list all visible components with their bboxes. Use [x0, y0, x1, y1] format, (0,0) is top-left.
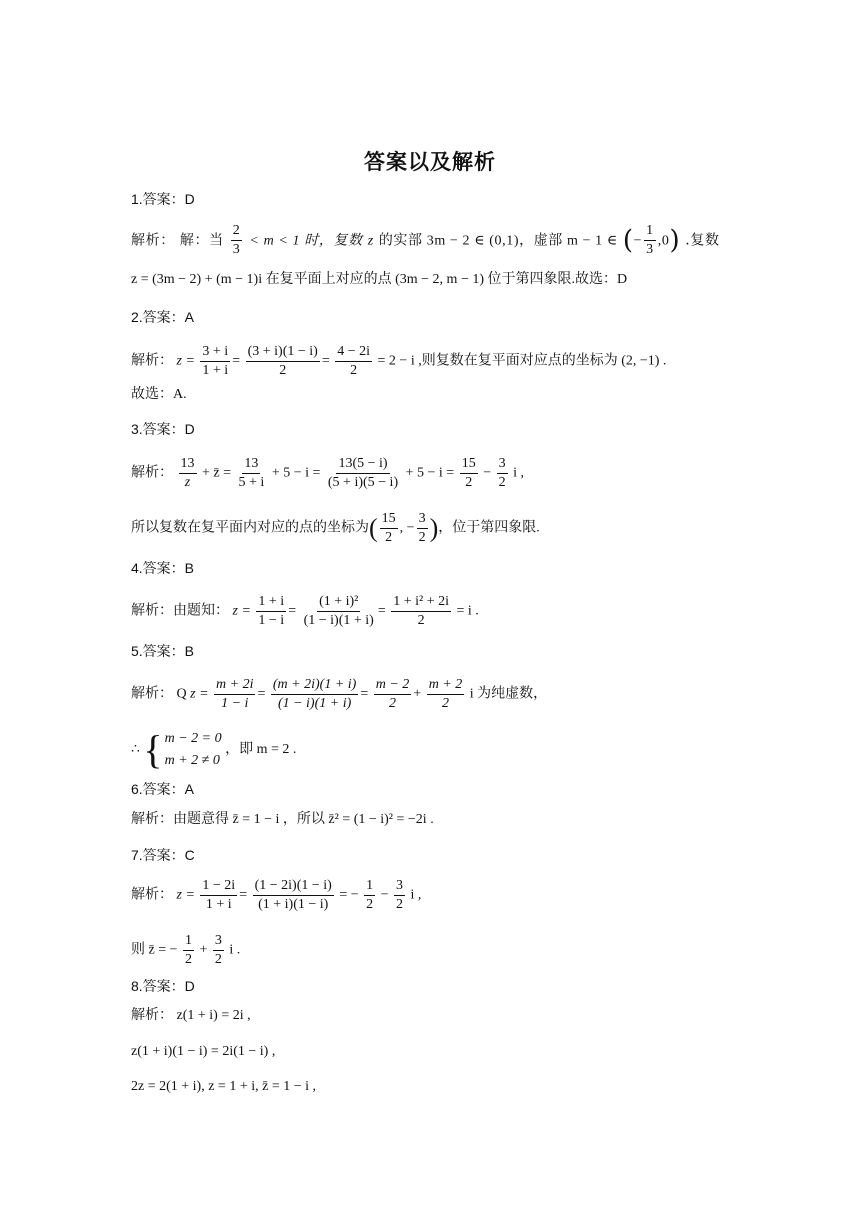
q3-text-3: + 5 − i =	[405, 465, 455, 481]
q7-explanation-line2	[131, 932, 240, 969]
q5-row-2: m + 2 ≠ 0	[164, 753, 220, 768]
q3-explanation-line1	[131, 455, 524, 492]
q2-label: 解析：	[131, 353, 173, 369]
q1-neg-sign: −	[633, 233, 643, 249]
q3-line2-text-a: 所以复数在复平面内对应的点的坐标为	[131, 520, 369, 536]
q5-row-1: m − 2 = 0	[164, 731, 222, 746]
answer-3: 3.答案：D	[131, 421, 195, 437]
q5-fraction-1: $\frac{m + 2i}{1 - i}$	[216, 677, 254, 711]
q2-explanation-line1: 解析： z = $\frac{3 + i}{1 + i}$ = $\frac{(3 + i)(1 - i)}{2}$ = $\frac{4 - 2i}{2}$ = 2 − i ,则复数在复平面对应点的坐标为 (2, −1) .	[131, 344, 667, 378]
q5-fraction-2: $\frac{(m + 2i)(1 + i)}{(1 - i)(1 + i)}$	[272, 677, 357, 711]
q7-text-3: i ,	[410, 887, 422, 903]
q7-fraction-1: $\frac{1 - 2i}{1 + i}$	[202, 878, 236, 912]
q4-fraction-2: $\frac{\text{(1 + i)²}}{(1 - i)(1 + i)}$	[303, 594, 374, 628]
q3-explanation-line2	[131, 510, 540, 547]
q1-text-c: 的实部 3m − 2 ∈ (0,1)，虚部 m − 1 ∈	[378, 233, 618, 249]
q7-fraction-4: $\frac{3}{2}$	[396, 878, 404, 912]
q3-fraction-1: $\frac{13}{z}$	[180, 456, 195, 490]
q7-text-1: = −	[339, 887, 359, 903]
q4-fraction-1: $\frac{1 + i}{1 - i}$	[258, 594, 285, 628]
q7-fraction-2: $\frac{(1 - 2i)(1 - i)}{(1 + i)(1 - i)}$	[254, 878, 332, 912]
q3-right-paren: )	[429, 513, 439, 543]
q3-text-4: −	[483, 465, 492, 481]
q4-tail: = i .	[456, 603, 479, 619]
q7-conj-fraction-1: $\frac{1}{2}$	[185, 933, 193, 967]
q5-tail: i 为纯虚数，	[469, 686, 548, 702]
q1-text-b: < m < 1 时，复数	[249, 233, 363, 249]
q3-fraction-4: $\frac{15}{2}$	[461, 456, 476, 490]
answer-2: 2.答案：A	[131, 309, 195, 325]
q5-brace: {	[143, 727, 163, 772]
q1-text-e: .复数	[685, 232, 720, 249]
q1-explanation-line2: z = (3m − 2) + (m − 1)i 在复平面上对应的点 (3m − 2, m − 1) 位于第四象限.故选：D	[131, 272, 628, 287]
q4-label: 解析：由题知：	[131, 603, 229, 619]
q3-point-sep: , −	[399, 520, 415, 536]
q3-point-x: $\frac{15}{2}$	[381, 511, 396, 545]
q4-fraction-3: $\frac{\text{1 + i² + 2i}}{2}$	[393, 594, 450, 628]
page-title: 答案以及解析	[364, 150, 496, 174]
q5-q-symbol: Q	[176, 686, 187, 702]
q7-label: 解析：	[131, 887, 173, 903]
q7-explanation-line1: 解析： z = $\frac{1 - 2i}{1 + i}$ = $\frac{(1 - 2i)(1 - i)}{(1 + i)(1 - i)}$ = − $\frac{1}{2}$ − $\frac{3}{2}$ i ,	[131, 878, 422, 912]
q3-line2-text-b: ，位于第四象限.	[438, 520, 540, 536]
q5-tail2: ，即 m = 2 .	[225, 742, 297, 758]
q2-fraction-3: $\frac{4 - 2i}{2}$	[337, 344, 371, 378]
answer-8: 8.答案：D	[131, 978, 195, 994]
q3-fraction-2: $\frac{13}{5 + i}$	[238, 456, 265, 490]
q3-text-5: i ,	[513, 465, 524, 481]
q4-explanation-line1: 解析：由题知： z = $\frac{1 + i}{1 - i}$ = $\frac{\text{(1 + i)²}}{(1 - i)(1 + i)}$ = $\frac{\text{1 + i² + 2i}}{2}$ = i .	[131, 594, 479, 628]
q2-fraction-2: $\frac{(3 + i)(1 - i)}{2}$	[247, 344, 318, 378]
q5-therefore: ∴	[131, 742, 140, 758]
q7-z: z =	[176, 887, 195, 903]
q8-explanation-line1: 解析： z(1 + i) = 2i ,	[131, 1008, 251, 1023]
q1-left-paren: (	[622, 225, 634, 256]
q3-left-paren: (	[369, 513, 378, 543]
q8-explanation-line3: 2z = 2(1 + i), z = 1 + i, z̄ = 1 − i ,	[131, 1079, 317, 1094]
q1-label: 解析：	[131, 232, 175, 249]
answer-6: 6.答案：A	[131, 781, 195, 797]
q3-label: 解析：	[131, 465, 173, 481]
q1-z: z	[367, 233, 374, 249]
q7-fraction-3: $\frac{1}{2}$	[366, 878, 374, 912]
answer-5: 5.答案：B	[131, 643, 195, 659]
q1-fraction-two-thirds: $\frac{2}{3}$	[232, 223, 241, 257]
answer-4: 4.答案：B	[131, 560, 195, 576]
q7-conj-fraction-2: $\frac{3}{2}$	[214, 933, 222, 967]
q5-fraction-3: $\frac{m - 2}{2}$	[375, 677, 410, 711]
q2-tail: = 2 − i ,则复数在复平面对应点的坐标为 (2, −1) .	[377, 353, 667, 369]
answer-7: 7.答案：C	[131, 847, 195, 863]
q5-explanation-line2	[131, 728, 296, 772]
q3-fraction-5: $\frac{3}{2}$	[498, 456, 506, 490]
q7-text-2: −	[380, 887, 389, 903]
q1-text-d: ,0	[657, 233, 670, 249]
q5-label: 解析：	[131, 686, 173, 702]
q5-equation-system	[143, 728, 221, 772]
q3-point-y: $\frac{3}{2}$	[418, 511, 426, 545]
q5-fraction-4: $\frac{m + 2}{2}$	[428, 677, 463, 711]
q2-explanation-line2: 故选：A.	[131, 387, 187, 402]
q1-explanation-line1	[131, 222, 720, 259]
q5-z: z =	[190, 686, 209, 702]
q3-text-1: + z̄ =	[202, 465, 232, 481]
q7-line2-text-a: 则 z̄ = −	[131, 942, 178, 958]
q1-fraction-one-third: $\frac{1}{3}$	[646, 223, 654, 257]
answer-1: 1.答案：D	[131, 191, 195, 207]
q1-right-paren: )	[669, 225, 681, 256]
q3-fraction-3: $\frac{13(5 - i)}{(5 + i)(5 - i)}$	[327, 456, 399, 490]
q8-explanation-line2: z(1 + i)(1 − i) = 2i(1 − i) ,	[131, 1044, 276, 1059]
q3-text-2: + 5 − i =	[271, 465, 321, 481]
q1-text-a: 解：当	[179, 232, 224, 249]
q4-z: z =	[232, 603, 251, 619]
q7-line2-text-b: i .	[229, 942, 241, 958]
q2-z: z =	[176, 353, 195, 369]
q5-explanation-line1: 解析： Q z = $\frac{m + 2i}{1 - i}$ = $\frac{(m + 2i)(1 + i)}{(1 - i)(1 + i)}$ = $\frac{m - 2}{2}$ + $\frac{m + 2}{2}$ i 为纯虚数，	[131, 677, 548, 711]
q2-fraction-1: $\frac{3 + i}{1 + i}$	[202, 344, 229, 378]
q6-explanation-line1: 解析：由题意得 z̄ = 1 − i ，所以 z̄² = (1 − i)² = −2i .	[131, 812, 434, 827]
q7-conj-sep: +	[199, 942, 208, 958]
